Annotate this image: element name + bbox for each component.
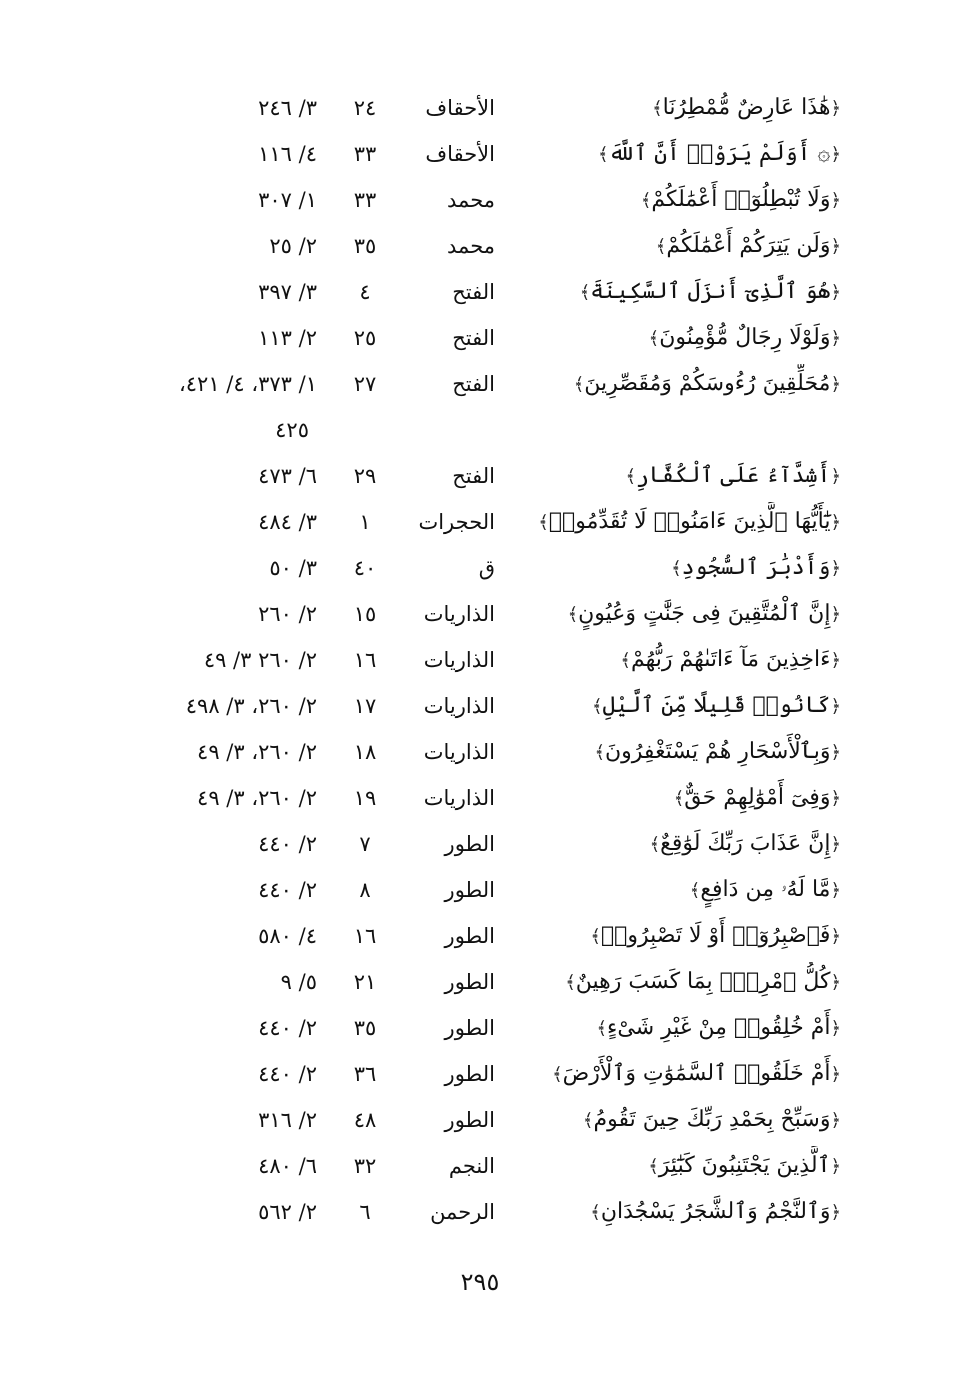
ornate-bracket-close: ﴾: [573, 374, 585, 395]
ornate-bracket-open: ﴿: [830, 742, 841, 763]
ornate-bracket-open: ﴿: [830, 328, 841, 349]
surah-name: محمد: [447, 234, 495, 258]
ayah-number: ٨: [359, 878, 371, 902]
volume-page-reference: ٢/ ٢٦٠، ٣/ ٤٩: [197, 786, 317, 810]
ornate-bracket-close: ﴾: [689, 880, 701, 901]
surah-name: الطور: [444, 1108, 495, 1132]
ornate-bracket-open: ﴿: [830, 236, 841, 257]
volume-page-reference: ٢/ ٥٦٢: [258, 1200, 317, 1224]
table-row: [0, 456, 959, 496]
surah-name: الطور: [444, 878, 495, 902]
ornate-bracket-close: ﴾: [673, 788, 685, 809]
table-row: [0, 916, 959, 956]
verse-words: فَٱصْبِرُوٓا۟ أَوْ لَا تَصْبِرُوا۟: [600, 923, 831, 948]
surah-name: الأحقاف: [425, 96, 495, 120]
verse-words: وَأَدْبَٰرَ ٱلسُّجُودِ: [681, 555, 831, 580]
verse-words: وَبِٱلْأَسْحَارِ هُمْ يَسْتَغْفِرُونَ: [605, 739, 831, 764]
ayah-number: ١٥: [353, 602, 377, 626]
verse-words: أَمْ خَلَقُوا۟ ٱلسَّمَٰوَٰتِ وَٱلْأَرْضَ: [562, 1061, 831, 1086]
ornate-bracket-close: ﴾: [538, 512, 549, 533]
surah-name: الأحقاف: [425, 142, 495, 166]
verse-words: كَانُوا۟ قَلِيلًا مِّنَ ٱلَّيْلِ: [602, 693, 831, 718]
surah-name: الطور: [444, 1062, 495, 1086]
verse-words: وَٱلنَّجْمُ وَٱلشَّجَرُ يَسْجُدَانِ: [600, 1199, 831, 1224]
surah-name: الذاريات: [423, 694, 495, 718]
table-row: [0, 640, 959, 680]
ornate-bracket-close: ﴾: [649, 834, 661, 855]
volume-page-reference: ٢/ ٤٤٠: [258, 1062, 317, 1086]
ayah-number: ١: [359, 510, 371, 534]
volume-page-reference: ٢/ ٤٤٠: [258, 1016, 317, 1040]
verse-words: وَلَوْلَا رِجَالٌ مُّؤْمِنُونَ: [659, 325, 831, 350]
verse-words: وَسَبِّحْ بِحَمْدِ رَبِّكَ حِينَ تَقُومُ: [593, 1107, 831, 1132]
ornate-bracket-close: ﴾: [594, 742, 606, 763]
verse-text: [511, 962, 841, 1002]
volume-page-reference: ٢/ ٣١٦: [258, 1108, 317, 1132]
ornate-bracket-close: ﴾: [565, 972, 576, 993]
ayah-number: ٦: [359, 1200, 371, 1224]
ornate-bracket-open: ﴿: [830, 604, 841, 625]
ornate-bracket-close: ﴾: [648, 328, 660, 349]
page-number: ٢٩٥: [460, 1268, 500, 1296]
table-row: [0, 226, 959, 266]
ornate-bracket-close: ﴾: [592, 696, 603, 717]
ornate-bracket-open: ﴿: [830, 144, 841, 165]
ornate-bracket-close: ﴾: [671, 558, 682, 579]
ornate-bracket-open: ﴿: [830, 512, 841, 533]
ornate-bracket-close: ﴾: [655, 236, 667, 257]
ornate-bracket-close: ﴾: [567, 604, 579, 625]
verse-text: [511, 364, 841, 404]
table-row: [0, 870, 959, 910]
ayah-number: ٢٧: [353, 372, 377, 396]
surah-name: ق: [478, 556, 495, 580]
surah-name: الحجرات: [418, 510, 495, 534]
verse-text: [511, 1054, 841, 1094]
verse-text: [511, 88, 841, 128]
verse-text: [511, 916, 841, 956]
verse-text: [511, 870, 841, 910]
verse-text: [511, 732, 841, 772]
ayah-number: ٢٥: [353, 326, 377, 350]
ornate-bracket-open: ﴿: [830, 1156, 841, 1177]
ayah-number: ١٩: [353, 786, 377, 810]
volume-page-reference: ٤/ ٥٨٠: [258, 924, 317, 948]
verse-text: [511, 272, 841, 312]
volume-page-reference: ٢/ ٢٦٠ ٣/ ٤٩: [203, 648, 317, 672]
ayah-number: ٢٩: [353, 464, 377, 488]
verse-text: [511, 226, 841, 266]
table-row-continuation: [0, 410, 959, 450]
volume-page-reference: ٢/ ١١٣: [258, 326, 317, 350]
ayah-number: ١٨: [353, 740, 377, 764]
ornate-bracket-close: ﴾: [652, 98, 663, 119]
ayah-number: ٢٤: [353, 96, 377, 120]
verse-text: [511, 502, 841, 542]
surah-name: الطور: [444, 1016, 495, 1040]
volume-page-reference: ٢/ ٢٦٠، ٣/ ٤٩: [197, 740, 317, 764]
volume-page-reference: ٦/ ٤٨٠: [258, 1154, 317, 1178]
verse-text: [511, 318, 841, 358]
verse-words: ۞ أَوَلَمْ يَرَوْا۟ أَنَّ ٱللَّهَ: [608, 141, 831, 166]
surah-name: الفتح: [452, 280, 495, 304]
ornate-bracket-close: ﴾: [597, 144, 609, 165]
volume-page-reference: ٢/ ٢٥: [269, 234, 317, 258]
table-row: [0, 778, 959, 818]
verse-text: [511, 1192, 841, 1232]
table-row: [0, 318, 959, 358]
surah-name: الطور: [444, 832, 495, 856]
ornate-bracket-open: ﴿: [830, 1064, 841, 1085]
table-row: [0, 364, 959, 404]
ayah-number: ٣٢: [353, 1154, 377, 1178]
volume-page-reference: ٦/ ٤٧٣: [258, 464, 317, 488]
surah-name: الذاريات: [423, 740, 495, 764]
table-row: [0, 1008, 959, 1048]
ornate-bracket-close: ﴾: [648, 1156, 659, 1177]
ornate-bracket-close: ﴾: [596, 1018, 608, 1039]
table-row: [0, 962, 959, 1002]
ayah-number: ٣٥: [353, 234, 377, 258]
ornate-bracket-close: ﴾: [625, 466, 636, 487]
surah-name: النجم: [448, 1154, 495, 1178]
ornate-bracket-open: ﴿: [830, 834, 841, 855]
verse-text: [511, 1008, 841, 1048]
verse-words: هَٰذَا عَارِضٌ مُّمْطِرُنَا: [662, 95, 831, 120]
ornate-bracket-close: ﴾: [640, 190, 652, 211]
volume-page-reference-continued: ٤٢٥: [275, 418, 309, 442]
verse-words: مُحَلِّقِينَ رُءُوسَكُمْ وَمُقَصِّرِينَ: [584, 371, 831, 396]
ayah-number: ٤٠: [353, 556, 377, 580]
verse-text: [511, 180, 841, 220]
table-row: [0, 1054, 959, 1094]
table-row: [0, 732, 959, 772]
verse-text: [511, 1146, 841, 1186]
verse-text: [511, 824, 841, 864]
volume-page-reference: ٣/ ٢٤٦: [258, 96, 317, 120]
ornate-bracket-open: ﴿: [830, 926, 841, 947]
volume-page-reference: ٢/ ٤٤٠: [258, 878, 317, 902]
ayah-number: ٧: [359, 832, 371, 856]
surah-name: الذاريات: [423, 602, 495, 626]
ornate-bracket-open: ﴿: [830, 466, 841, 487]
volume-page-reference: ١/ ٣٠٧: [258, 188, 317, 212]
verse-text: [511, 778, 841, 818]
verse-text: [511, 134, 841, 174]
ornate-bracket-open: ﴿: [830, 282, 841, 303]
volume-page-reference: ٢/ ٢٦٠: [258, 602, 317, 626]
table-row: [0, 502, 959, 542]
table-row: [0, 134, 959, 174]
verse-words: أَشِدَّآءُ عَلَى ٱلْكُفَّارِ: [635, 463, 831, 488]
verse-words: يَٰٓأَيُّهَا ٱلَّذِينَ ءَامَنُوا۟ لَا تُقَدِّمُوا۟: [548, 509, 831, 534]
verse-words: إِنَّ ٱلْمُتَّقِينَ فِى جَنَّٰتٍ وَعُيُونٍ: [578, 601, 831, 626]
verse-words: ءَاخِذِينَ مَآ ءَاتَىٰهُمْ رَبُّهُمْ: [630, 647, 831, 672]
table-row: [0, 88, 959, 128]
verse-words: كُلُّ ٱمْرِئٍۭ بِمَا كَسَبَ رَهِينٌ: [575, 969, 831, 994]
volume-page-reference: ٢/ ٢٦٠، ٣/ ٤٩٨: [185, 694, 317, 718]
ornate-bracket-close: ﴾: [552, 1064, 563, 1085]
surah-name: الطور: [444, 970, 495, 994]
volume-page-reference: ٣/ ٣٩٧: [258, 280, 317, 304]
ornate-bracket-open: ﴿: [830, 650, 841, 671]
ayah-number: ٢١: [353, 970, 377, 994]
ayah-number: ٣٣: [353, 142, 377, 166]
ornate-bracket-open: ﴿: [830, 880, 841, 901]
table-row: [0, 686, 959, 726]
volume-page-reference: ٢/ ٤٤٠: [258, 832, 317, 856]
volume-page-reference: ٣/ ٥٠: [269, 556, 317, 580]
verse-words: ٱلَّذِينَ يَجْتَنِبُونَ كَبَٰٓئِرَ: [658, 1153, 831, 1178]
ornate-bracket-open: ﴿: [830, 1202, 841, 1223]
volume-page-reference: ٥/ ٩: [280, 970, 317, 994]
verse-words: أَمْ خُلِقُوا۟ مِنْ غَيْرِ شَىْءٍ: [607, 1015, 831, 1040]
ayah-number: ٣٦: [353, 1062, 377, 1086]
ayah-number: ١٦: [353, 924, 377, 948]
ayah-number: ١٧: [353, 694, 377, 718]
ayah-number: ٤٨: [353, 1108, 377, 1132]
verse-words: هُوَ ٱلَّذِىٓ أَنزَلَ ٱلسَّكِينَةَ: [590, 279, 831, 304]
ornate-bracket-open: ﴿: [830, 558, 841, 579]
ornate-bracket-open: ﴿: [830, 972, 841, 993]
verse-words: وَفِىٓ أَمْوَٰلِهِمْ حَقٌّ: [684, 785, 831, 810]
ornate-bracket-open: ﴿: [830, 1018, 841, 1039]
volume-page-reference: ٣/ ٤٨٤: [258, 510, 317, 534]
verse-words: وَلَا تُبْطِلُوٓا۟ أَعْمَٰلَكُمْ: [651, 187, 831, 212]
verse-text: [511, 1100, 841, 1140]
ornate-bracket-open: ﴿: [830, 696, 841, 717]
ornate-bracket-open: ﴿: [830, 374, 841, 395]
ornate-bracket-open: ﴿: [830, 788, 841, 809]
surah-name: الذاريات: [423, 648, 495, 672]
surah-name: الفتح: [452, 464, 495, 488]
ayah-number: ٣٥: [353, 1016, 377, 1040]
verse-text: [511, 640, 841, 680]
ayah-number: ١٦: [353, 648, 377, 672]
ayah-number: ٣٣: [353, 188, 377, 212]
verse-text: [511, 594, 841, 634]
verse-words: مَّا لَهُۥ مِن دَافِعٍ: [700, 877, 831, 902]
ornate-bracket-open: ﴿: [830, 98, 841, 119]
table-row: [0, 1146, 959, 1186]
table-row: [0, 594, 959, 634]
ornate-bracket-close: ﴾: [579, 282, 591, 303]
table-row: [0, 272, 959, 312]
volume-page-reference: ٤/ ١١٦: [258, 142, 317, 166]
surah-name: الطور: [444, 924, 495, 948]
surah-name: الذاريات: [423, 786, 495, 810]
table-row: [0, 824, 959, 864]
verse-words: إِنَّ عَذَابَ رَبِّكَ لَوَٰقِعٌ: [660, 831, 831, 856]
verse-text: [511, 548, 841, 588]
ornate-bracket-open: ﴿: [830, 190, 841, 211]
surah-name: الرحمن: [430, 1200, 495, 1224]
table-row: [0, 548, 959, 588]
ornate-bracket-open: ﴿: [830, 1110, 841, 1131]
ayah-number: ٤: [359, 280, 371, 304]
surah-name: محمد: [447, 188, 495, 212]
table-row: [0, 180, 959, 220]
ornate-bracket-close: ﴾: [590, 926, 601, 947]
volume-page-reference: ١/ ٣٧٣، ٤/ ٤٢١،: [178, 372, 317, 396]
verse-text: [511, 456, 841, 496]
table-row: [0, 1192, 959, 1232]
surah-name: الفتح: [452, 326, 495, 350]
ornate-bracket-close: ﴾: [620, 650, 631, 671]
verse-words: وَلَن يَتِرَكُمْ أَعْمَٰلَكُمْ: [666, 233, 831, 258]
ornate-bracket-close: ﴾: [590, 1202, 601, 1223]
verse-text: [511, 686, 841, 726]
surah-name: الفتح: [452, 372, 495, 396]
table-row: [0, 1100, 959, 1140]
ornate-bracket-close: ﴾: [582, 1110, 594, 1131]
